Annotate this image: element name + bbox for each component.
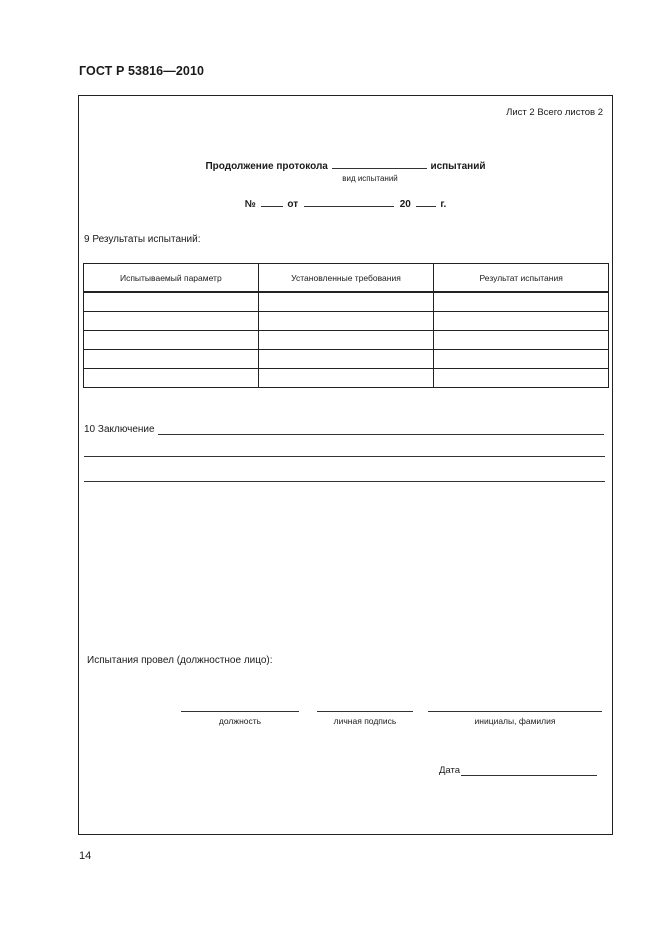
- name-caption: инициалы, фамилия: [474, 716, 556, 726]
- table-cell[interactable]: [258, 350, 434, 369]
- table-cell[interactable]: [434, 331, 609, 350]
- test-type-caption: вид испытаний: [342, 174, 398, 183]
- sheet-info: Лист 2 Всего листов 2: [506, 107, 603, 118]
- table-cell[interactable]: [258, 312, 434, 331]
- table-cell[interactable]: [84, 331, 259, 350]
- conclusion-blank-line-3[interactable]: [84, 481, 605, 482]
- number-year-suffix: г.: [440, 199, 447, 210]
- number-year: 20: [399, 199, 411, 210]
- table-row: [84, 350, 609, 369]
- conclusion-blank-line-2[interactable]: [84, 456, 605, 457]
- date-label: Дата: [439, 765, 461, 776]
- section-10-label: 10 Заключение: [84, 424, 155, 435]
- table-row: [84, 369, 609, 388]
- table-cell[interactable]: [434, 312, 609, 331]
- table-cell[interactable]: [84, 369, 259, 388]
- table-cell[interactable]: [434, 292, 609, 312]
- table-cell[interactable]: [258, 331, 434, 350]
- position-caption: должность: [218, 716, 262, 726]
- table-cell[interactable]: [434, 350, 609, 369]
- date-line: [439, 765, 597, 776]
- table-cell[interactable]: [258, 292, 434, 312]
- position-blank[interactable]: [181, 711, 299, 712]
- table-header-cell: Результат испытания: [434, 264, 609, 293]
- date-blank[interactable]: [304, 197, 394, 207]
- table-header-cell: Испытываемый параметр: [84, 264, 259, 293]
- date-field[interactable]: [461, 765, 597, 776]
- number-blank[interactable]: [261, 197, 283, 207]
- number-prefix: №: [244, 199, 256, 210]
- table-cell[interactable]: [434, 369, 609, 388]
- document-code: ГОСТ Р 53816—2010: [79, 64, 205, 78]
- year-blank[interactable]: [416, 197, 436, 207]
- table-row: [84, 292, 609, 312]
- title-suffix: испытаний: [430, 161, 486, 172]
- number-from: от: [287, 199, 299, 210]
- table-cell[interactable]: [84, 292, 259, 312]
- protocol-title: [78, 159, 613, 172]
- table-row: [84, 331, 609, 350]
- section-9-label: 9 Результаты испытаний:: [84, 234, 201, 245]
- title-prefix: Продолжение протокола: [205, 161, 328, 172]
- conclusion-line: [84, 424, 604, 435]
- table-header-row: [84, 264, 609, 293]
- protocol-number-line: [78, 197, 613, 210]
- conclusion-blank[interactable]: [158, 424, 604, 435]
- signature-caption: личная подпись: [333, 716, 397, 726]
- name-blank[interactable]: [428, 711, 602, 712]
- table-cell[interactable]: [84, 350, 259, 369]
- results-table: [83, 263, 609, 388]
- table-row: [84, 312, 609, 331]
- tested-by-label: Испытания провел (должностное лицо):: [87, 655, 273, 666]
- signature-blank[interactable]: [317, 711, 413, 712]
- test-type-blank[interactable]: [332, 159, 427, 169]
- table-cell[interactable]: [258, 369, 434, 388]
- table-header-cell: Установленные требования: [258, 264, 434, 293]
- page-number: 14: [79, 850, 92, 862]
- table-cell[interactable]: [84, 312, 259, 331]
